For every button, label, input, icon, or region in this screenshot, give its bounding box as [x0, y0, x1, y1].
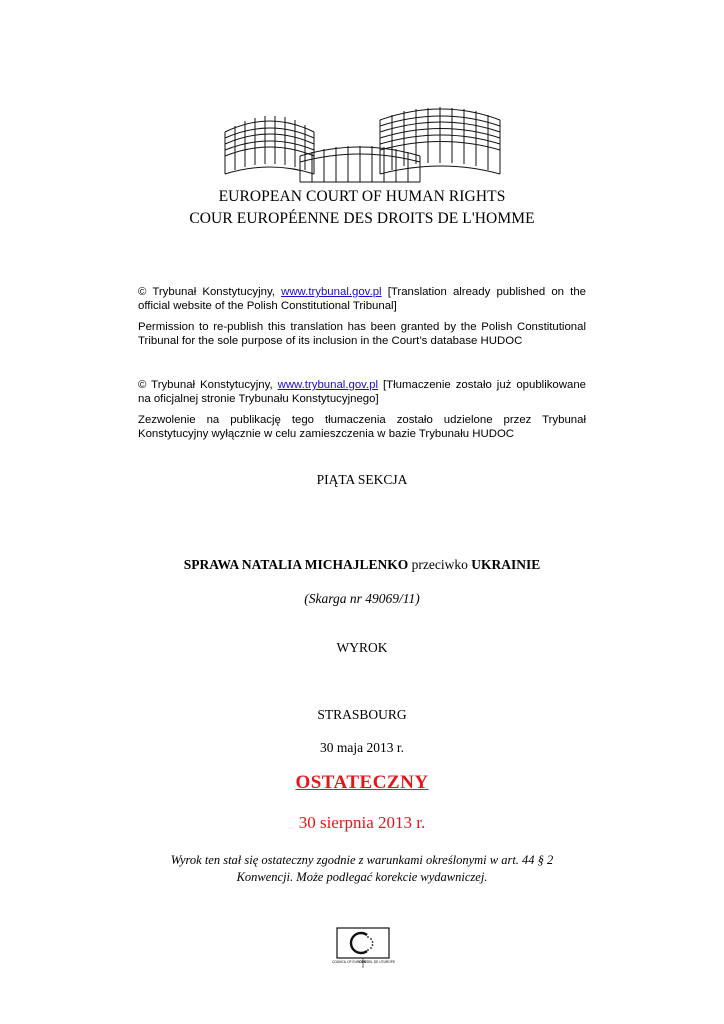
finality-note-line-1: Wyrok ten stał się ostateczny zgodnie z warunkami określonymi w art. 44 § 2	[170, 853, 554, 867]
tribunal-link[interactable]: www.trybunal.gov.pl	[281, 286, 382, 298]
copyright-notice-polish	[138, 378, 586, 407]
section-label: PIĄTA SEKCJA	[316, 472, 408, 487]
translation-note: [Tłumaczenie zostało już opublikowane na oficjalnej stronie Trybunału Konstytucyjnego]	[138, 379, 586, 406]
case-title	[0, 557, 724, 573]
emblem-text-left: COUNCIL OF EUROPE	[332, 960, 366, 964]
translation-note: [Translation already published on the official website of the Polish Constitutional Tribunal]	[138, 286, 586, 313]
application-number: (Skarga nr 49069/11)	[304, 591, 420, 606]
case-party-applicant: SPRAWA NATALIA MICHAJLENKO	[183, 557, 412, 572]
court-name-english: EUROPEAN COURT OF HUMAN RIGHTS	[218, 188, 506, 205]
finality-note	[0, 852, 724, 886]
place-label: STRASBOURG	[317, 707, 407, 722]
council-of-europe-emblem-icon	[332, 927, 395, 969]
judgment-label: WYROK	[336, 640, 388, 655]
final-date: 30 sierpnia 2013 r.	[298, 813, 426, 832]
emblem-text-right: CONSEIL DE L'EUROPE	[359, 960, 395, 964]
case-party-respondent: UKRAINIE	[467, 557, 541, 572]
permission-notice-english: Permission to re-publish this translation has been granted by the Polish Constitutional Tribunal for the sole purpose of its inclusion in the Court’s database HUDOC	[138, 321, 586, 348]
case-versus: przeciwko	[411, 557, 468, 572]
tribunal-link[interactable]: www.trybunal.gov.pl	[277, 379, 379, 391]
copyright-text: © Trybunał Konstytucyjny,	[138, 286, 282, 298]
court-building-icon	[220, 104, 504, 184]
permission-notice-polish: Zezwolenie na publikację tego tłumaczenia zostało udzielone przez Trybunał Konstytucyjny wyłącznie w celu zamieszczenia w bazie Trybunału HUDOC	[138, 414, 586, 441]
copyright-text: © Trybunał Konstytucyjny,	[138, 379, 278, 391]
judgment-date: 30 maja 2013 r.	[320, 740, 404, 755]
finality-note-line-2: Konwencji. Może podlegać korekcie wydawniczej.	[236, 870, 488, 884]
final-label: OSTATECZNY	[295, 772, 429, 793]
copyright-notice-english	[138, 285, 586, 314]
court-name-french: COUR EUROPÉENNE DES DROITS DE L'HOMME	[189, 210, 535, 227]
